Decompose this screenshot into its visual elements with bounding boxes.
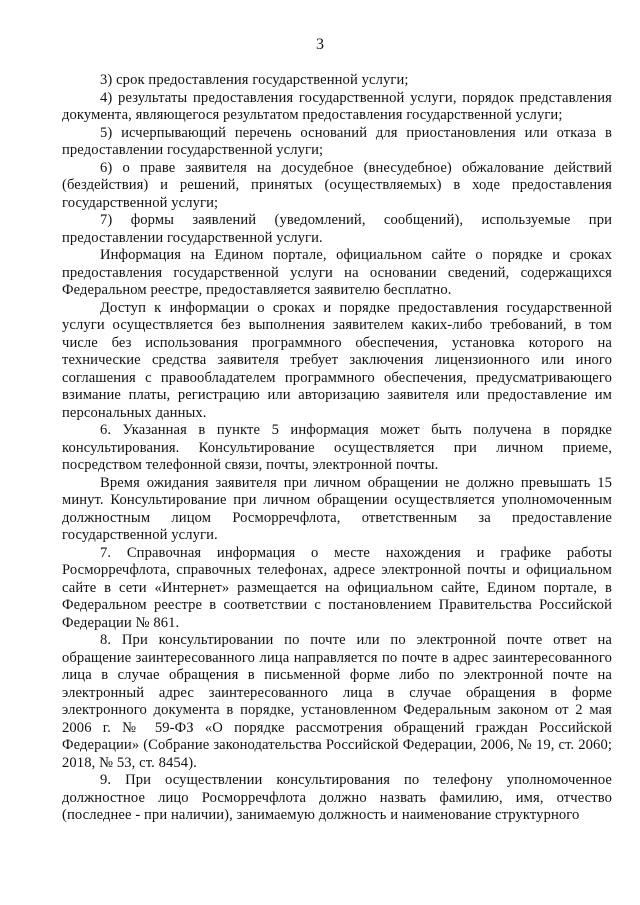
paragraph: Доступ к информации о сроках и порядке предоставления государственной услуги осуществляется без выполнения заявителем каких-либо требований, в том числе без использования программного обеспечения, установка которого на технические средства заявителя требует заключения лицензионного или иного соглашения с правообладателем программного обеспечения, предусматривающего взимание платы, регистрацию или авторизацию заявителя или предоставление им персональных данных.	[62, 299, 612, 421]
paragraph: 9. При осуществлении консультирования по телефону уполномоченное должностное лицо Росморречфлота должно назвать фамилию, имя, отчество (последнее - при наличии), занимаемую должность и наименование структурного	[62, 772, 612, 823]
paragraph: Время ожидания заявителя при личном обращении не должно превышать 15 минут. Консультирование при личном обращении осуществляется уполномоченным должностным лицом Росморречфлота, ответственным за предоставление государственной услуги.	[62, 474, 612, 543]
paragraph: 4) результаты предоставления государственной услуги, порядок представления документа, являющегося результатом предоставления государственной услуги;	[62, 89, 612, 123]
paragraph: 7) формы заявлений (уведомлений, сообщений), используемые при предоставлении государственной услуги.	[62, 212, 612, 246]
paragraph: 6. Указанная в пункте 5 информация может быть получена в порядке консультирования. Консультирование осуществляется при личном приеме, посредством телефонной связи, почты, электронной почты.	[62, 422, 612, 473]
document-body	[62, 72, 612, 825]
paragraph: 7. Справочная информация о месте нахождения и графике работы Росморречфлота, справочных телефонах, адресе электронной почты и официальном сайте в сети «Интернет» размещается на официальном сайте, Едином портале, в Федеральном реестре в соответствии с постановлением Правительства Российской Федерации № 861.	[62, 544, 612, 631]
paragraph: Информация на Едином портале, официальном сайте о порядке и сроках предоставления государственной услуги на основании сведений, содержащихся Федеральном реестре, предоставляется заявителю бесплатно.	[62, 247, 612, 298]
paragraph: 5) исчерпывающий перечень оснований для приостановления или отказа в предоставлении государственной услуги;	[62, 124, 612, 158]
paragraph: 3) срок предоставления государственной услуги;	[100, 72, 409, 88]
page-number: 3	[316, 36, 324, 53]
paragraph: 6) о праве заявителя на досудебное (внесудебное) обжалование действий (бездействия) и решений, принятых (осуществляемых) в ходе предоставления государственной услуги;	[62, 159, 612, 211]
paragraph: 8. При консультировании по почте или по электронной почте ответ на обращение заинтересованного лица направляется по почте в адрес заинтересованного лица в случае обращения в письменной форме либо по электронной почте на электронный адрес заинтересованного лица в случае обращения в форме электронного документа в порядке, установленном Федеральным законом от 2 мая 2006 г. № 59-ФЗ «О порядке рассмотрения обращений граждан Российской Федерации» (Собрание законодательства Российской Федерации, 2006, № 19, ст. 2060; 2018, № 53, ст. 8454).	[62, 632, 612, 771]
